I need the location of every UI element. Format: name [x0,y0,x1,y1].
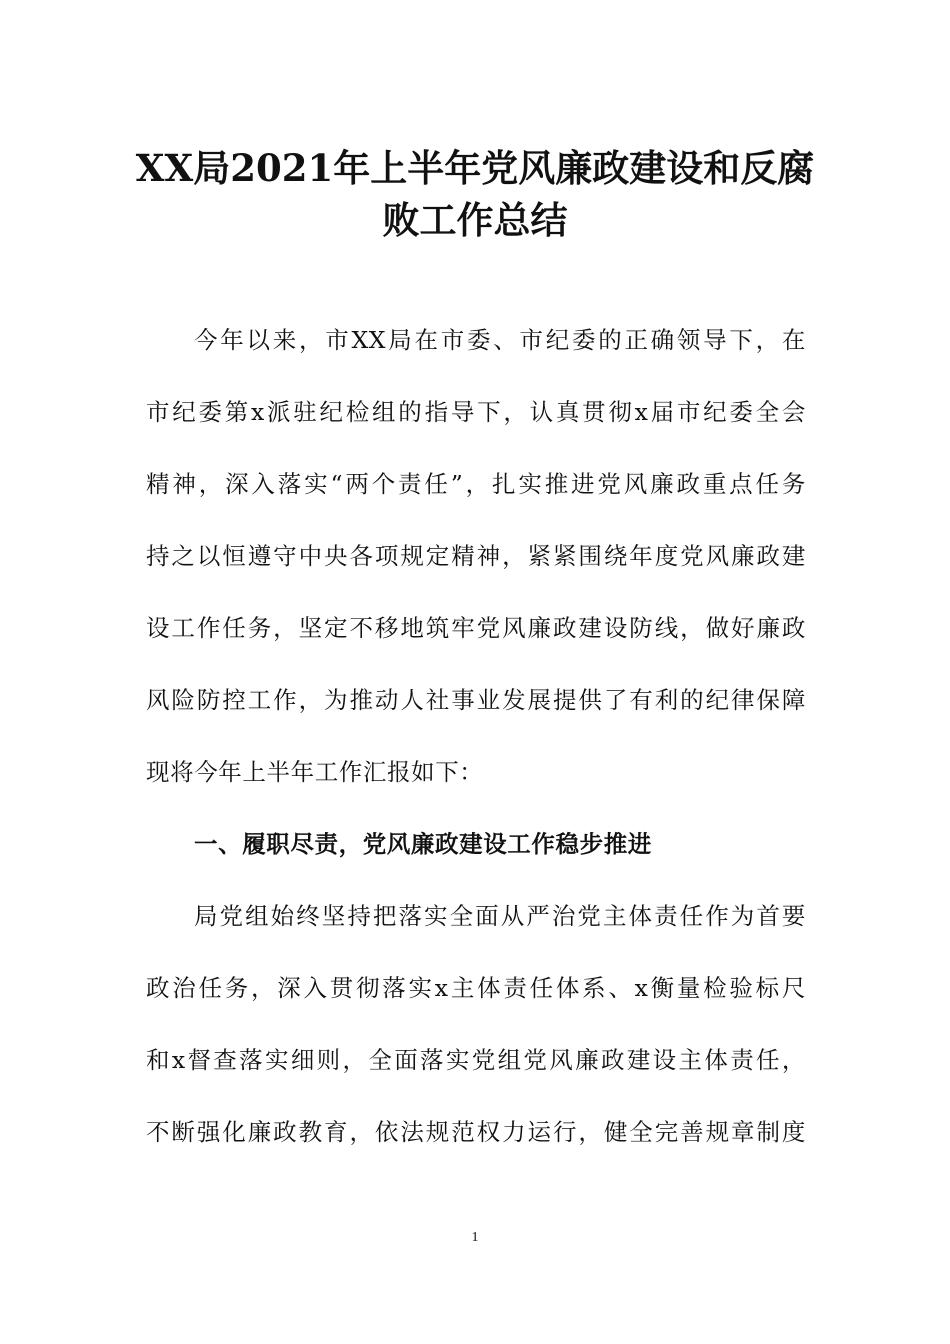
paragraph-2-line-3: 和x督查落实细则，全面落实党组党风廉政建设主体责任， [146,1046,806,1074]
paragraph-1-line-5: 设工作任务，坚定不移地筑牢党风廉政建设防线，做好廉政 [146,614,806,642]
paragraph-1-line-1: 今年以来，市XX局在市委、市纪委的正确领导下，在 [194,326,806,354]
paragraph-1-line-7: 现将今年上半年工作汇报如下： [146,758,484,786]
paragraph-1-line-3: 精神，深入落实“两个责任”，扎实推进党风廉政重点任务 [146,470,806,498]
document-title-line-2: 败工作总结 [382,198,568,242]
paragraph-1-line-2: 市纪委第x派驻纪检组的指导下，认真贯彻x届市纪委全会 [146,398,806,426]
paragraph-2-line-4: 不断强化廉政教育，依法规范权力运行，健全完善规章制度 [146,1118,806,1146]
paragraph-1-line-6: 风险防控工作，为推动人社事业发展提供了有利的纪律保障 [146,686,806,714]
section-1-heading: 一、履职尽责，党风廉政建设工作稳步推进 [194,830,652,858]
paragraph-2-line-2: 政治任务，深入贯彻落实x主体责任体系、x衡量检验标尺 [146,974,806,1002]
paragraph-2-line-1: 局党组始终坚持把落实全面从严治党主体责任作为首要 [194,902,806,930]
page-number: 1 [471,1230,479,1245]
document-title-line-1: XX局2021年上半年党风廉政建设和反腐 [135,146,815,190]
paragraph-1-line-4: 持之以恒遵守中央各项规定精神，紧紧围绕年度党风廉政建 [146,542,806,570]
